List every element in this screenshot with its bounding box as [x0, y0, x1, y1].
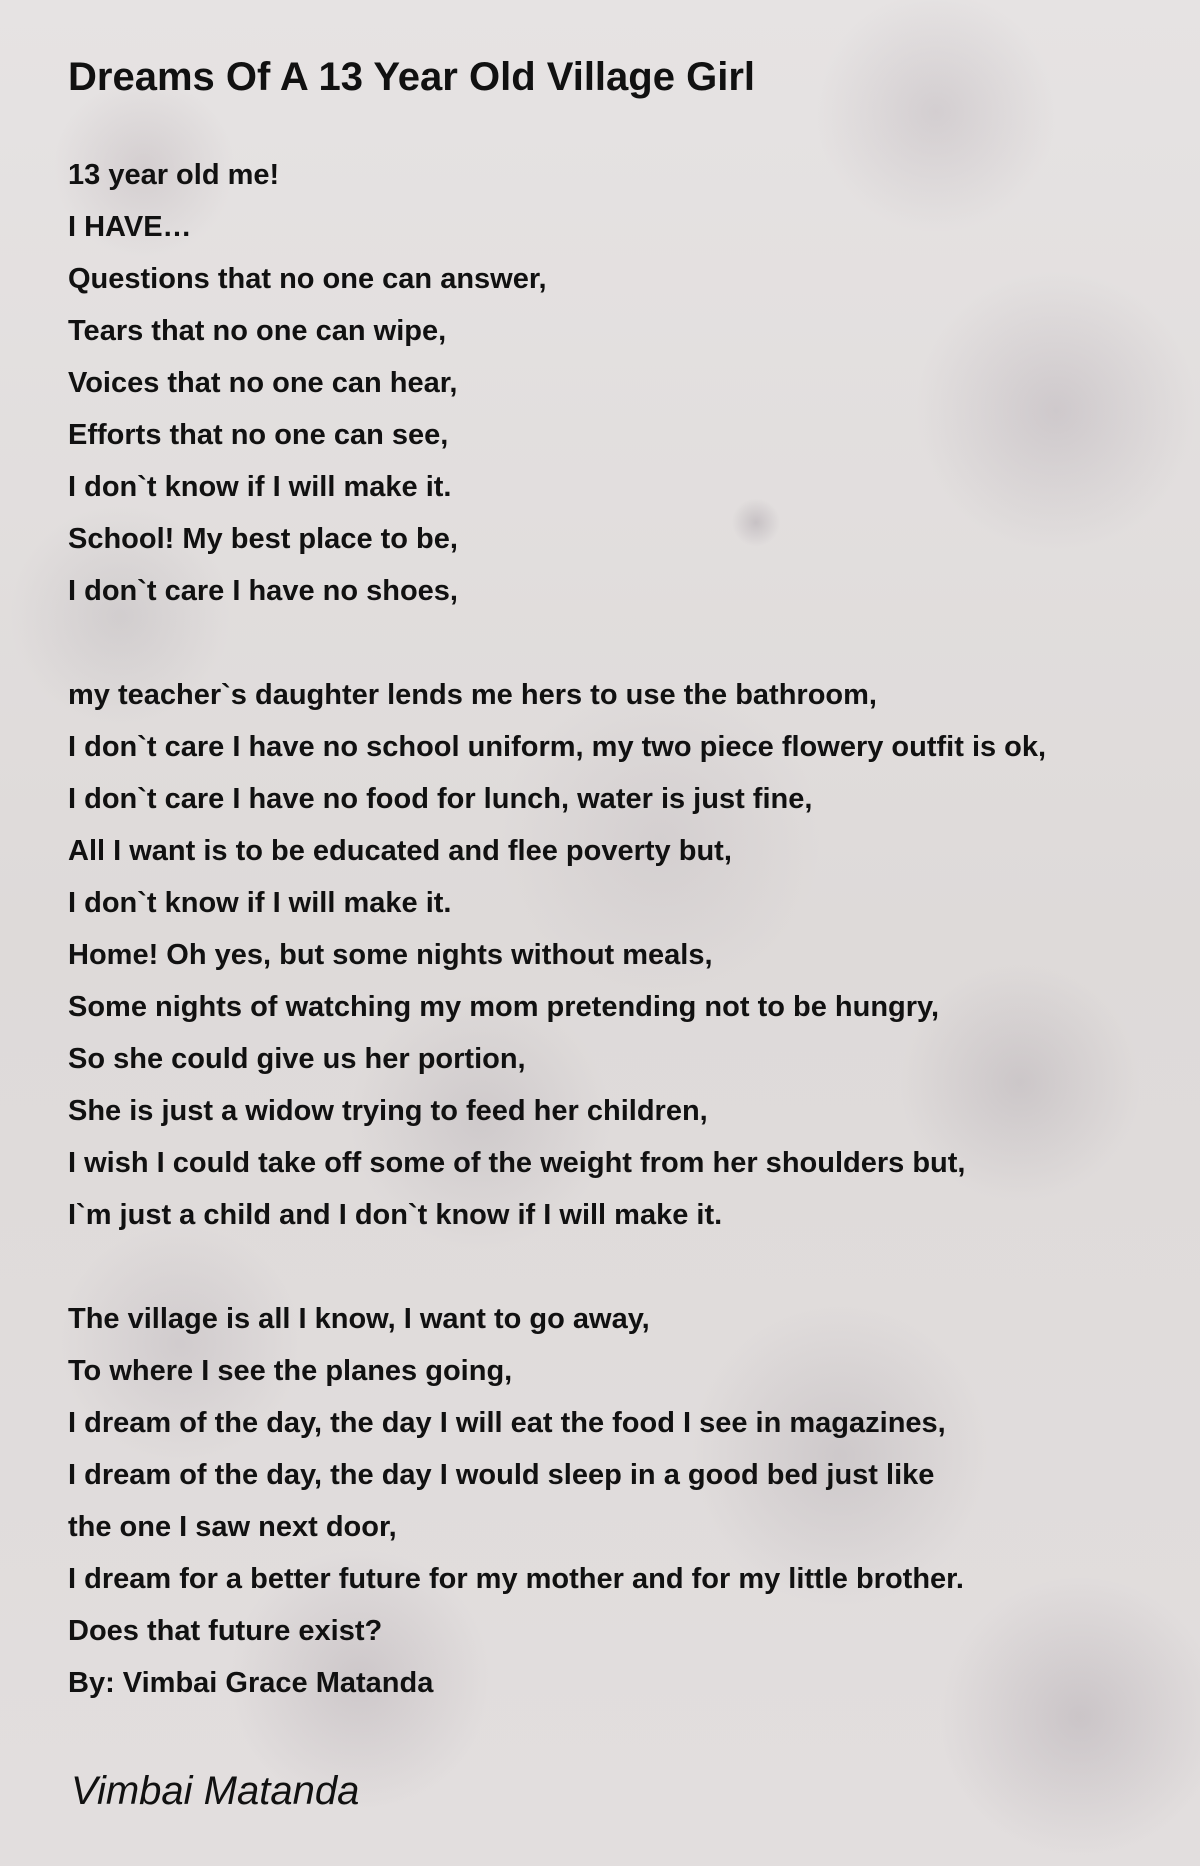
poem-line: Some nights of watching my mom pretending not to be hungry,: [68, 991, 940, 1023]
poem-line: Does that future exist?: [68, 1615, 383, 1647]
poem-line: All I want is to be educated and flee poverty but,: [68, 835, 732, 867]
poem-title: Dreams Of A 13 Year Old Village Girl: [68, 55, 755, 99]
poem-line: I dream of the day, the day I will eat the food I see in magazines,: [68, 1407, 946, 1439]
poem-line: I dream for a better future for my mother and for my little brother.: [68, 1563, 964, 1595]
poem-line: Home! Oh yes, but some nights without meals,: [68, 939, 713, 971]
poem-line: So she could give us her portion,: [68, 1043, 526, 1075]
poem-line: By: Vimbai Grace Matanda: [68, 1667, 434, 1699]
poem-line: To where I see the planes going,: [68, 1355, 513, 1387]
poem-line: I don`t care I have no school uniform, my two piece flowery outfit is ok,: [68, 731, 1047, 763]
poem-line: School! My best place to be,: [68, 523, 458, 555]
poem-line: I don`t care I have no shoes,: [68, 575, 458, 607]
poem-body: [68, 149, 1188, 1709]
poem-line: Voices that no one can hear,: [68, 367, 458, 399]
stanza-break: [68, 617, 1188, 669]
poem-line: I`m just a child and I don`t know if I will make it.: [68, 1199, 723, 1231]
poem-line: the one I saw next door,: [68, 1511, 397, 1543]
poem-line: The village is all I know, I want to go away,: [68, 1303, 650, 1335]
poem-line: I don`t care I have no food for lunch, water is just fine,: [68, 783, 813, 815]
poem-line: Questions that no one can answer,: [68, 263, 547, 295]
poem-line: I wish I could take off some of the weight from her shoulders but,: [68, 1147, 966, 1179]
author-signature: Vimbai Matanda: [71, 1769, 360, 1813]
poem-line: I don`t know if I will make it.: [68, 887, 452, 919]
poem-line: I dream of the day, the day I would sleep in a good bed just like: [68, 1459, 935, 1491]
poem-line: Tears that no one can wipe,: [68, 315, 447, 347]
poem-line: I don`t know if I will make it.: [68, 471, 452, 503]
poem-line: I HAVE…: [68, 211, 192, 243]
poem-line: Efforts that no one can see,: [68, 419, 449, 451]
poem-line: my teacher`s daughter lends me hers to use the bathroom,: [68, 679, 877, 711]
poem-line: She is just a widow trying to feed her children,: [68, 1095, 708, 1127]
stanza-break: [68, 1241, 1188, 1293]
poem-line: 13 year old me!: [68, 159, 280, 191]
